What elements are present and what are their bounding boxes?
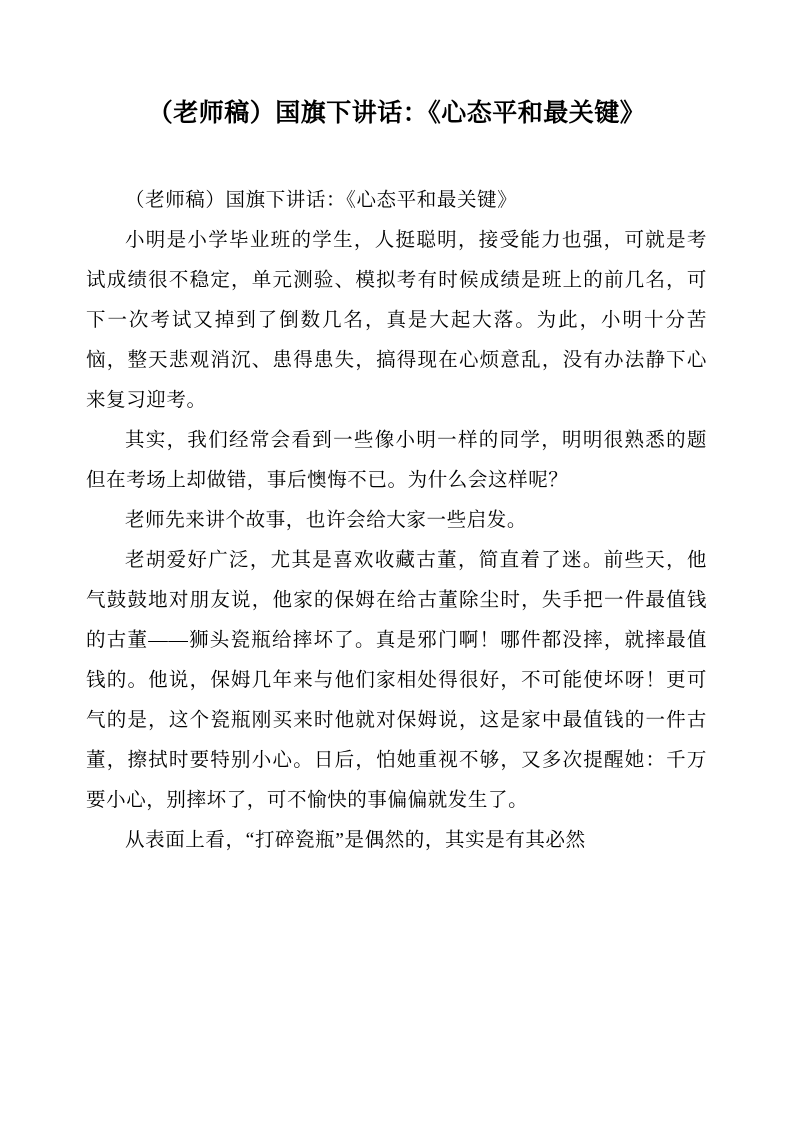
- page-title: （老师稿）国旗下讲话：《心态平和最关键》: [147, 98, 646, 127]
- paragraph: 小明是小学毕业班的学生，人挺聪明，接受能力也强，可就是考试成绩很不稳定，单元测验、模拟考有时候成绩是班上的前几名，可下一次考试又掉到了倒数几名，真是大起大落。为此，小明十分苦恼，整天悲观消沉、患得患失，搞得现在心烦意乱，没有办法静下心来复习迎考。: [86, 230, 707, 411]
- paragraph: 老师先来讲个故事，也许会给大家一些启发。: [125, 510, 528, 531]
- document-body: [86, 181, 707, 861]
- paragraph: 老胡爱好广泛，尤其是喜欢收藏古董，简直着了迷。前些天，他气鼓鼓地对朋友说，他家的保姆在给古董除尘时，失手把一件最值钱的古董——狮头瓷瓶给摔坏了。真是邪门啊！哪件都没摔，就摔最值钱的。他说，保姆几年来与他们家相处得很好，不可能使坏呀！更可气的是，这个瓷瓶刚买来时他就对保姆说，这是家中最值钱的一件古董，擦拭时要特别小心。日后，怕她重视不够，又多次提醒她：千万要小心，别摔坏了，可不愉快的事偏偏就发生了。: [86, 550, 707, 811]
- paragraph: 其实，我们经常会看到一些像小明一样的同学，明明很熟悉的题但在考场上却做错，事后懊悔不已。为什么会这样呢？: [86, 430, 707, 491]
- paragraph: （老师稿）国旗下讲话：《心态平和最关键》: [125, 190, 518, 211]
- paragraph: 从表面上看，“打碎瓷瓶”是偶然的，其实是有其必然: [125, 830, 586, 851]
